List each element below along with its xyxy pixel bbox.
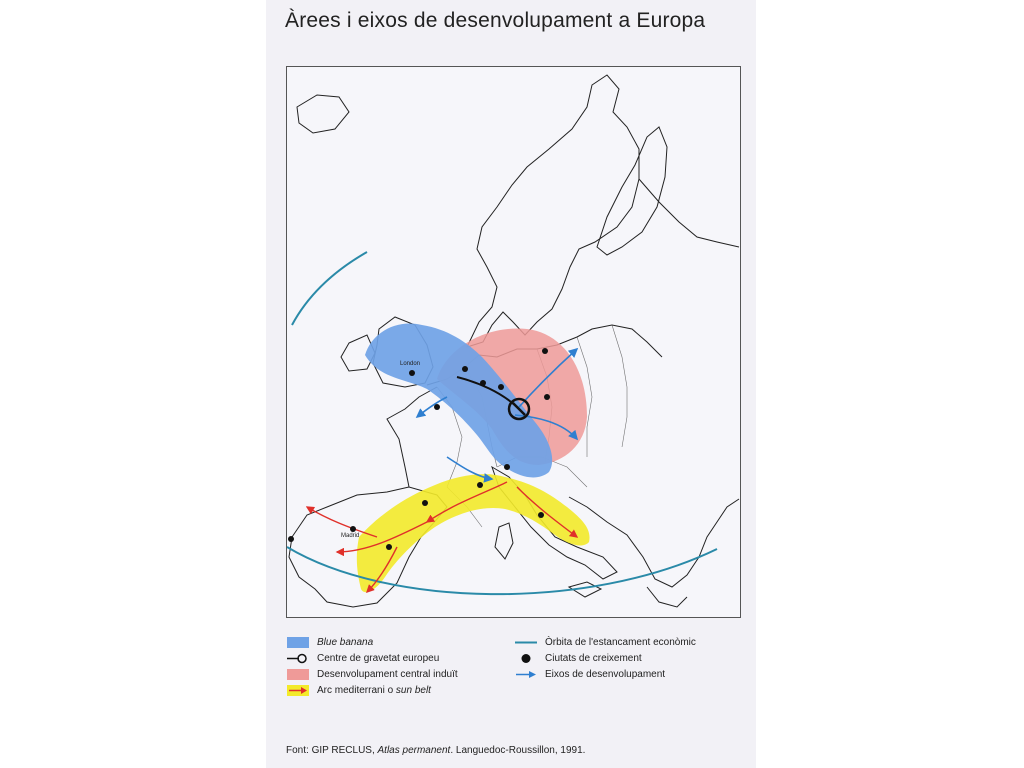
source-italic: Atlas permanent bbox=[377, 745, 451, 756]
city-dot-5 bbox=[542, 348, 548, 354]
europe-map bbox=[286, 66, 741, 618]
legend-item-development-axes bbox=[515, 667, 665, 681]
city-label-madrid: Madrid bbox=[341, 533, 360, 539]
iceland-outline bbox=[297, 95, 349, 133]
city-dot-4 bbox=[498, 384, 504, 390]
legend-item-blue-banana bbox=[287, 635, 373, 649]
legend-label-blue-banana: Blue banana bbox=[317, 636, 374, 648]
gravity-center-icon bbox=[287, 653, 309, 664]
source-suffix: . Languedoc-Roussillon, 1991. bbox=[450, 745, 586, 756]
city-dot-9 bbox=[386, 544, 392, 550]
city-dot-12 bbox=[477, 482, 483, 488]
city-dot-8 bbox=[422, 500, 428, 506]
page-title: Àrees i eixos de desenvolupament a Europa bbox=[285, 9, 706, 32]
sun-belt-area bbox=[357, 474, 590, 592]
city-dot-lisbon bbox=[288, 536, 294, 542]
city-dot-icon bbox=[515, 653, 537, 664]
axis-arrow-icon bbox=[515, 669, 537, 680]
city-dot-11 bbox=[504, 464, 510, 470]
city-dot-london bbox=[409, 370, 415, 376]
legend-label-sun-belt-prefix: Arc mediterrani o bbox=[317, 684, 394, 696]
finland-outline bbox=[597, 127, 667, 255]
orbit-northwest bbox=[292, 252, 367, 325]
legend-label-gravity-center: Centre de gravetat europeu bbox=[317, 652, 440, 664]
legend-item-sun-belt bbox=[287, 683, 431, 697]
legend-label-development-axes: Eixos de desenvolupament bbox=[545, 668, 666, 680]
city-dot-7 bbox=[434, 404, 440, 410]
sun-belt-swatch bbox=[287, 685, 309, 696]
city-dot-2 bbox=[462, 366, 468, 372]
city-label-london: London bbox=[400, 361, 421, 367]
city-dot-6 bbox=[544, 394, 550, 400]
legend-item-central-development bbox=[287, 667, 458, 681]
axis-arrow-west bbox=[417, 397, 447, 417]
orbit-line-icon bbox=[515, 637, 537, 648]
source-credit bbox=[286, 745, 585, 756]
east-coast bbox=[639, 179, 739, 247]
legend-item-gravity-center bbox=[287, 651, 439, 665]
blue-banana-swatch bbox=[287, 637, 309, 648]
scandinavia-outline bbox=[467, 75, 639, 347]
border-east bbox=[612, 325, 627, 447]
greece-coast bbox=[647, 587, 687, 607]
legend-label-orbit: Òrbita de l'estancament econòmic bbox=[545, 636, 696, 648]
city-dot-3 bbox=[480, 380, 486, 386]
sardinia-outline bbox=[495, 523, 513, 559]
legend-label-sun-belt-italic: sun belt bbox=[395, 684, 431, 696]
city-dot-madrid bbox=[350, 526, 356, 532]
legend-item-orbit bbox=[515, 635, 696, 649]
central-development-swatch bbox=[287, 669, 309, 680]
map-svg bbox=[287, 67, 741, 618]
legend-label-central-development: Desenvolupament central induït bbox=[317, 668, 458, 680]
orbit-south bbox=[287, 547, 717, 594]
legend-item-growth-cities bbox=[515, 651, 642, 665]
legend-label-growth-cities: Ciutats de creixement bbox=[545, 652, 642, 664]
france-coast bbox=[387, 387, 437, 487]
city-dot-10 bbox=[538, 512, 544, 518]
source-prefix: Font: GIP RECLUS, bbox=[286, 745, 378, 756]
